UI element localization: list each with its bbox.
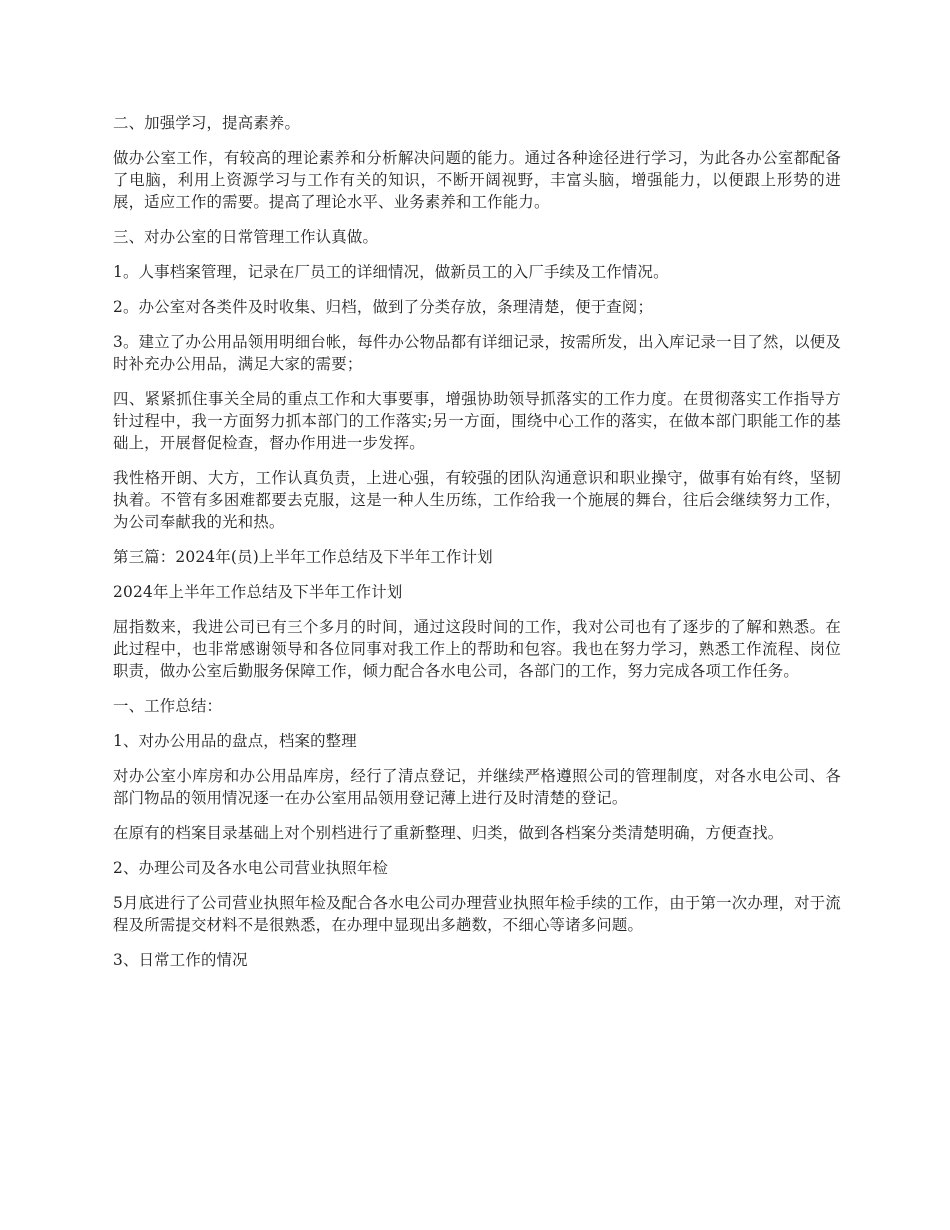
body-paragraph: 在原有的档案目录基础上对个别档进行了重新整理、归类，做到各档案分类清楚明确，方便查找。 [113,824,784,842]
section-heading: 三、对办公室的日常管理工作认真做。 [113,228,379,246]
list-item: 3。建立了办公用品领用明细台帐，每件办公物品都有详细记录，按需所发，出入库记录一目了然，以便及时补充办公用品，满足大家的需要； [113,333,841,373]
body-paragraph: 四、紧紧抓住事关全局的重点工作和大事要事，增强协助领导抓落实的工作力度。在贯彻落实工作指导方针过程中，我一方面努力抓本部门的工作落实;另一方面，围绕中心工作的落实，在做本部门职能工作的基础上，开展督促检查，督办作用进一步发挥。 [113,390,841,452]
list-item: 1。人事档案管理，记录在厂员工的详细情况，做新员工的入厂手续及工作情况。 [113,263,669,281]
subsection-heading: 1、对办公用品的盘点，档案的整理 [113,732,357,750]
body-paragraph: 屈指数来，我进公司已有三个多月的时间，通过这段时间的工作，我对公司也有了逐步的了解和熟悉。在此过程中，也非常感谢领导和各位同事对我工作上的帮助和包容。我也在努力学习，熟悉工作流程、岗位职责，做办公室后勤服务保障工作，倾力配合各水电公司，各部门的工作，努力完成各项工作任务。 [113,618,841,680]
body-paragraph: 做办公室工作，有较高的理论素养和分析解决问题的能力。通过各种途径进行学习，为此各办公室都配备了电脑，利用上资源学习与工作有关的知识，不断开阔视野，丰富头脑，增强能力，以便跟上形势的进展，适应工作的需要。提高了理论水平、业务素养和工作能力。 [113,149,841,211]
chapter-title: 第三篇：2024年(员)上半年工作总结及下半年工作计划 [113,548,493,566]
section-heading: 一、工作总结： [113,697,223,715]
body-paragraph: 对办公室小库房和办公用品库房，经行了清点登记，并继续严格遵照公司的管理制度，对各水电公司、各部门物品的领用情况逐一在办公室用品领用登记薄上进行及时清楚的登记。 [113,767,841,807]
subsection-heading: 2、办理公司及各水电公司营业执照年检 [113,859,389,877]
list-item: 2。办公室对各类件及时收集、归档，做到了分类存放，条理清楚，便于查阅； [113,298,654,316]
body-paragraph: 5月底进行了公司营业执照年检及配合各水电公司办理营业执照年检手续的工作，由于第一次办理，对于流程及所需提交材料不是很熟悉，在办理中显现出多趟数，不细心等诸多问题。 [113,894,841,934]
section-heading: 二、加强学习，提高素养。 [113,114,301,132]
subsection-heading: 3、日常工作的情况 [113,951,248,969]
document-body [113,112,841,984]
body-paragraph: 我性格开朗、大方，工作认真负责，上进心强，有较强的团队沟通意识和职业操守，做事有始有终，坚韧执着。不管有多困难都要去克服，这是一种人生历练，工作给我一个施展的舞台，往后会继续努力工作，为公司奉献我的光和热。 [113,469,841,531]
document-title: 2024年上半年工作总结及下半年工作计划 [113,583,403,601]
